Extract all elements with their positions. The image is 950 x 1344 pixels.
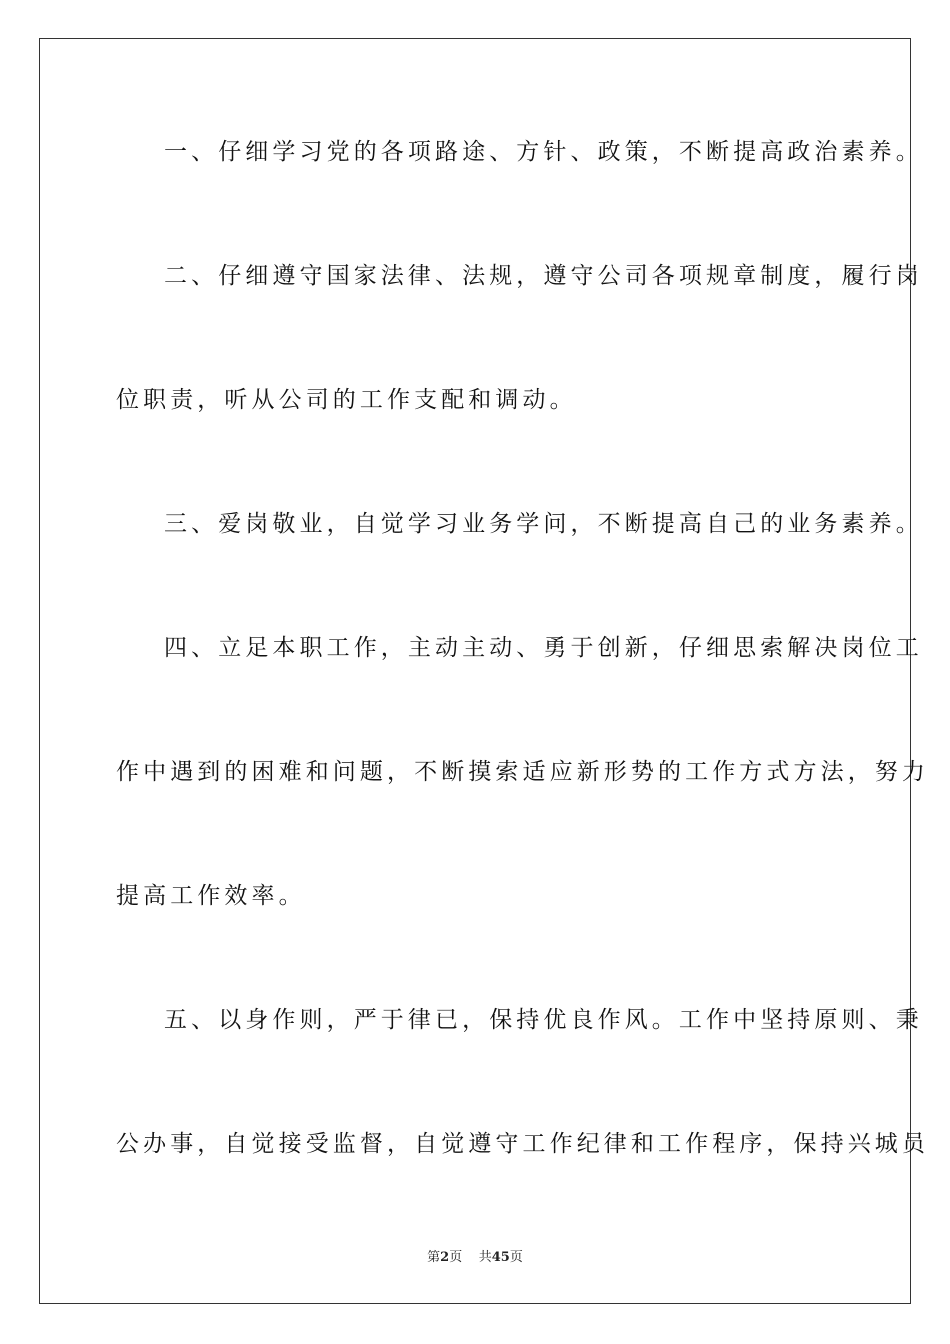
footer-page-suffix: 页 [449, 1250, 463, 1265]
paragraph-1-line-1: 一、仔细学习党的各项路途、方针、政策，不断提高政治素养。 [164, 139, 923, 165]
page-footer [0, 1246, 950, 1265]
paragraph-5-line-1: 五、以身作则，严于律已，保持优良作风。工作中坚持原则、秉 [164, 1007, 923, 1033]
page-border [39, 38, 911, 1304]
footer-total-prefix: 共 [478, 1250, 492, 1265]
footer-page-number: 2 [440, 1250, 450, 1265]
footer-total-pages: 45 [491, 1250, 510, 1265]
paragraph-4-line-1: 四、立足本职工作，主动主动、勇于创新，仔细思索解决岗位工 [164, 635, 923, 661]
paragraph-5-line-2: 公办事，自觉接受监督，自觉遵守工作纪律和工作程序，保持兴城员 [116, 1131, 929, 1157]
paragraph-4-line-2: 作中遇到的困难和问题，不断摸索适应新形势的工作方式方法，努力 [116, 759, 929, 785]
paragraph-2-line-2: 位职责，听从公司的工作支配和调动。 [116, 387, 577, 413]
paragraph-2-line-1: 二、仔细遵守国家法律、法规，遵守公司各项规章制度，履行岗 [164, 263, 923, 289]
paragraph-3-line-1: 三、爱岗敬业，自觉学习业务学问，不断提高自己的业务素养。 [164, 511, 923, 537]
footer-page-prefix: 第 [427, 1250, 441, 1265]
paragraph-4-line-3: 提高工作效率。 [116, 883, 306, 909]
footer-total-suffix: 页 [509, 1250, 523, 1265]
